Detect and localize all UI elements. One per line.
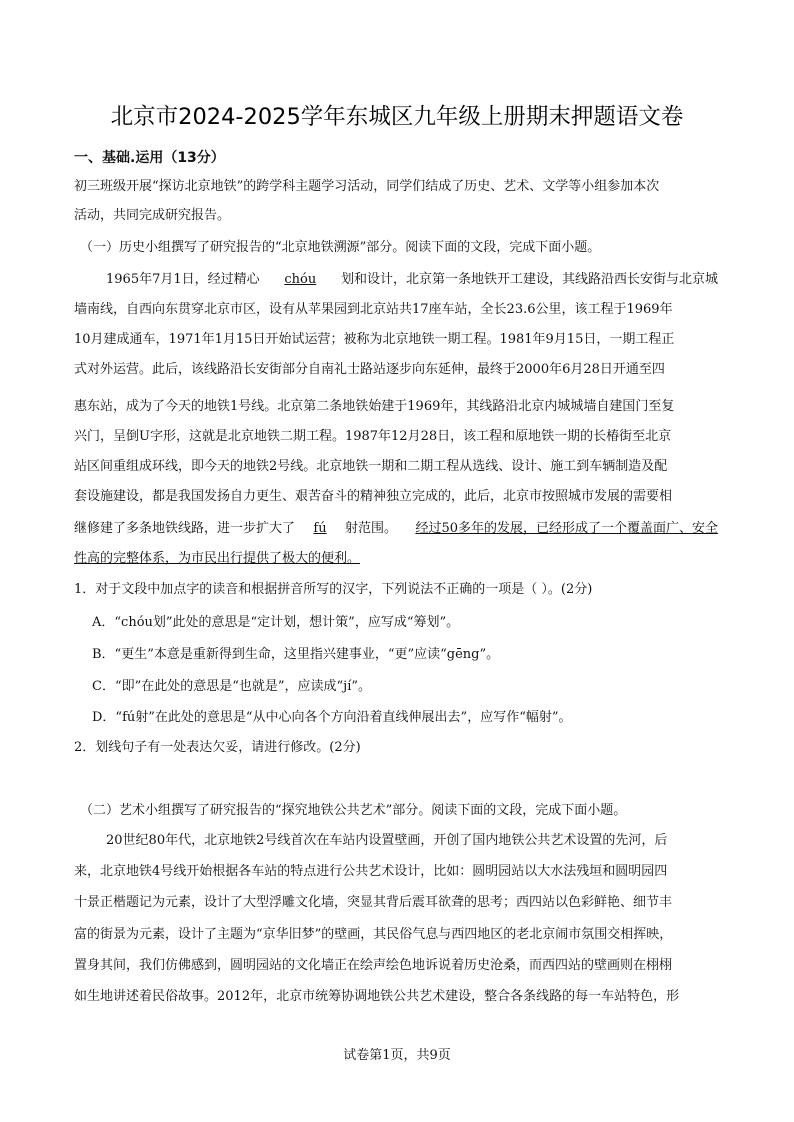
q1-option-c: C．“即”在此处的意思是“也就是”，应读成“jí”。 bbox=[92, 679, 372, 694]
passage1-line-2: 墙南线，自西向东贯穿北京市区，设有从苹果园到北京站共17座车站，全长23.6公里，该工程于1969年 bbox=[74, 302, 673, 317]
passage2-line-5: 置身其间，我们仿佛感到，圆明园站的文化墙正在绘声绘色地诉说着历史沧桑，而西四站的壁画则在栩栩 bbox=[74, 958, 673, 973]
passage1-line-6: 兴门，呈倒U字形，这就是北京地铁二期工程。1987年12月28日，该工程和原地铁一期的长椿街至北京 bbox=[74, 429, 672, 444]
passage2-line-4: 富的街景为元素，设计了主题为“京华旧梦”的壁画，其民俗气息与西四地区的老北京闹市氛围交相挥映， bbox=[74, 927, 673, 942]
passage1-line-5: 惠东站，成为了今天的地铁1号线。北京第二条地铁始建于1969年，其线路沿北京内城城墙自建国门至复 bbox=[74, 399, 675, 414]
passage1-line-1: 1965年7月1日，经过精心 chóu 划和设计，北京第一条地铁开工建设，其线路沿西长安街与北京城 bbox=[106, 270, 718, 290]
pinyin-fu: fú bbox=[313, 521, 327, 536]
passage1-line-10: 性高的完整体系，为市民出行提供了极大的便利。 bbox=[74, 551, 361, 566]
question-1: 1．对于文段中加点字的读音和根据拼音所写的汉字，下列说法不正确的一项是（ ）。(2分) bbox=[74, 582, 593, 597]
passage2-line-3: 十景正楷题记为元素，设计了大型浮雕文化墙，突显其背后震耳欲聋的思考；西四站以色彩鲜艳、细节丰 bbox=[74, 895, 673, 910]
passage2-line-1: 20世纪80年代，北京地铁2号线首次在车站内设置壁画，开创了国内地铁公共艺术设置的先河，后 bbox=[106, 833, 668, 848]
intro-line-1: 初三班级开展“探访北京地铁”的跨学科主题学习活动，同学们结成了历史、艺术、文学等小组参加本次 bbox=[74, 179, 660, 194]
page-footer: 试卷第1页，共9页 bbox=[343, 1048, 451, 1063]
passage2-line-6: 如生地讲述着民俗故事。2012年，北京市统筹协调地铁公共艺术建设，整合各条线路的每一车站特色，形 bbox=[74, 989, 680, 1004]
passage1-line-9: 继修建了多条地铁线路，进一步扩大了 fú 射范围。 经过50多年的发展，已经形成了一个覆盖面广、安全 bbox=[74, 519, 718, 539]
part2-heading: （二）艺术小组撰写了研究报告的“探究地铁公共艺术”部分。阅读下面的文段，完成下面小题。 bbox=[80, 803, 627, 818]
q1-option-d: D．“fú射”在此处的意思是“从中心向各个方向沿着直线伸展出去”，应写作“幅射”。 bbox=[92, 710, 572, 725]
passage1-line-4: 式对外运营。此后，该线路沿长安街部分自南礼士路站逐步向东延伸，最终于2000年6月28日开通至四 bbox=[74, 362, 665, 377]
intro-line-2: 活动，共同完成研究报告。 bbox=[74, 208, 231, 223]
passage1-line-7: 站区间重组成环线，即今天的地铁2号线。北京地铁一期和二期工程从选线、设计、施工到车辆制造及配 bbox=[74, 459, 668, 474]
part1-heading: （一）历史小组撰写了研究报告的“北京地铁溯源”部分。阅读下面的文段，完成下面小题。 bbox=[80, 240, 601, 255]
q1-option-a: A．“chóu划”此处的意思是“定计划，想计策”，应写成“筹划”。 bbox=[92, 615, 460, 630]
passage1-line-3: 10月建成通车，1971年1月15日开始试运营；被称为北京地铁一期工程。1981年9月15日，一期工程正 bbox=[74, 332, 675, 347]
section-heading: 一、基础.运用（13分） bbox=[74, 150, 225, 166]
passage2-line-2: 来，北京地铁4号线开始根据各车站的特点进行公共艺术设计，比如：圆明园站以大水法残垣和圆明园四 bbox=[74, 864, 668, 879]
q1-option-b: B．“更生”本意是重新得到生命，这里指兴建事业，“更”应读“gēng”。 bbox=[92, 647, 500, 662]
pinyin-chou: chóu bbox=[284, 272, 317, 287]
document-title: 北京市2024-2025学年东城区九年级上册期末押题语文卷 bbox=[110, 104, 684, 130]
underlined-sentence-start: 经过50多年的发展，已经形成了一个覆盖面广、安全 bbox=[415, 521, 718, 536]
question-2: 2．划线句子有一处表达欠妥，请进行修改。(2分) bbox=[74, 740, 361, 755]
passage1-line-8: 套设施建设，都是我国发扬自力更生、艰苦奋斗的精神独立完成的，此后，北京市按照城市发展的需要相 bbox=[74, 489, 673, 504]
